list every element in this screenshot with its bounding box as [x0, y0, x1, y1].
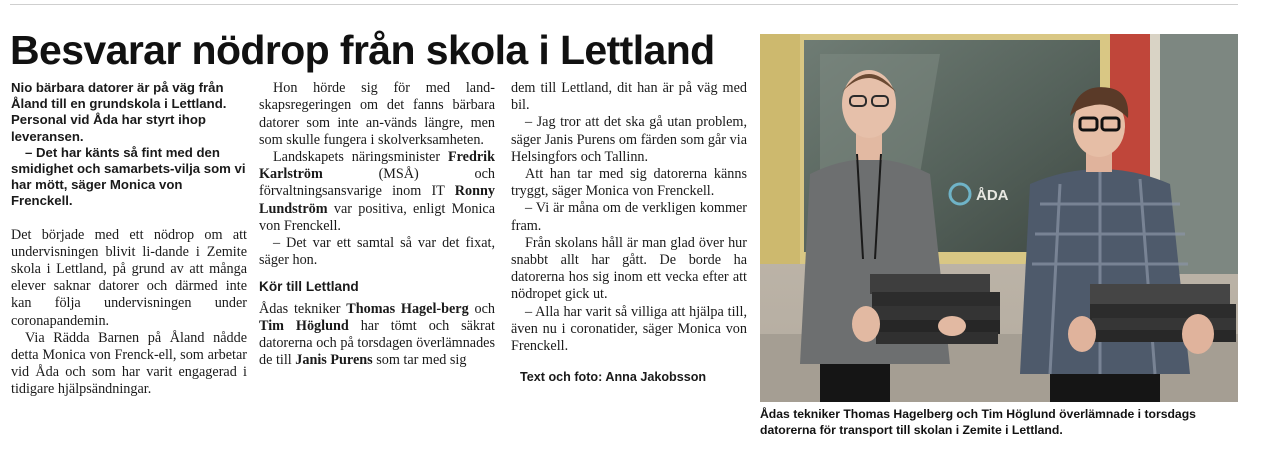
text-run: och [468, 300, 495, 317]
laptop-icon [872, 306, 1000, 322]
laptop-icon [874, 320, 1000, 334]
body-paragraph-4 [259, 149, 495, 235]
body-paragraph-2: Via Rädda Barnen på Åland nådde detta Monica von Frenck-ell, som arbetar vid Åda och som har varit engagerad i tidigare hjälpsändningar. [11, 329, 247, 398]
body-paragraph-10: – Vi är måna om de verkligen kommer fram. [511, 200, 747, 234]
text-run: som tar med sig [372, 352, 467, 369]
section-subhead: Kör till Lettland [259, 279, 359, 295]
text-run: var positiva, enligt Monica von Frenckell. [259, 200, 495, 234]
lead-paragraph-1: Nio bärbara datorer är på väg från Åland till en grundskola i Lettland. Personal vid Åda har styrt ihop leveransen. [11, 80, 227, 144]
byline-credit: Text och foto: Anna Jakobsson [520, 370, 707, 385]
body-paragraph-8: – Jag tror att det ska gå utan problem, säger Janis Purens om färden som går via Helsingfors och Tallinn. [511, 114, 747, 165]
text-column-3 [511, 80, 747, 386]
text-run: (MSÅ) och förvaltningsansvarige inom IT [259, 166, 495, 200]
body-paragraph-12: – Alla har varit så villiga att hjälpa till, även nu i coronatider, säger Monica von Frenckell. [511, 303, 747, 355]
ada-sign-text: ÅDA [976, 187, 1009, 204]
lead-paragraph-2: – Det har känts så fint med den smidighet och samarbets-vilja som vi har mött, säger Monica von Frenckell. [11, 144, 246, 209]
text-column-2 [259, 63, 495, 369]
laptop-icon [1090, 304, 1236, 320]
caption-line-1: Ådas tekniker Thomas Hagelberg och Tim Höglund överlämnade i torsdags [760, 407, 1196, 421]
caption-line-2: datorerna för transport till skolan i Zemite i Lettland. [760, 423, 1063, 437]
text-run: Landskapets näringsminister [273, 149, 448, 166]
window-frame-left [760, 34, 800, 264]
top-rule [10, 4, 1238, 5]
body-paragraph-11: Från skolans håll är man glad över hur snabbt allt har gått. De borde ha datorerna hos sig inom ett vecka efter att nödropet gick ut. [511, 234, 747, 303]
body-paragraph-6 [259, 301, 495, 370]
photo-illustration [760, 34, 1238, 402]
hand [1182, 314, 1214, 354]
article-photo [760, 34, 1238, 402]
person-name: Janis Purens [295, 352, 373, 369]
laptop-icon [876, 332, 998, 344]
hand [938, 316, 966, 336]
text-column-1 [11, 80, 247, 399]
body-paragraph-9: Att han tar med sig datorerna känns tryggt, säger Monica von Frenckell. [511, 166, 747, 200]
hand [852, 306, 880, 342]
laptop-icon [1090, 284, 1230, 306]
text-run: Ådas tekniker [259, 300, 347, 317]
laptop-icon [872, 292, 1000, 308]
body-paragraph-5: – Det var ett samtal så var det fixat, säger hon. [259, 235, 495, 269]
laptop-icon [870, 274, 990, 294]
person-name: Ronny Lundström [259, 183, 495, 217]
plaid-shirt [1020, 169, 1190, 374]
laptop-icon [1094, 330, 1236, 342]
hand [1068, 316, 1096, 352]
body-paragraph-3: Hon hörde sig för med land-skapsregeringen om det fanns bärbara datorer som inte an-vänds längre, men som skulle fungera i skolverksamheten. [259, 80, 495, 148]
body-paragraph-1: Det började med ett nödrop om att undervisningen blivit li-dande i Zemite skola i Lettland, på grund av att många elever saknar datorer och därmed inte kan följa undervisningen under coronapandemin. [11, 226, 247, 329]
article-headline: Besvarar nödrop från skola i Lettland [10, 27, 715, 73]
text-run: har tömt och säkrat datorerna och på torsdagen överlämnades de till [259, 317, 495, 369]
body-paragraph-7: dem till Lettland, dit han är på väg med bil. [511, 80, 747, 114]
person-name: Thomas Hagel-berg [346, 300, 469, 317]
laptop-icon [1092, 318, 1236, 332]
person-name: Tim Höglund [259, 317, 349, 334]
photo-caption [760, 406, 1240, 438]
person-name: Fredrik Karlström [259, 149, 495, 183]
article-lead [11, 80, 247, 210]
